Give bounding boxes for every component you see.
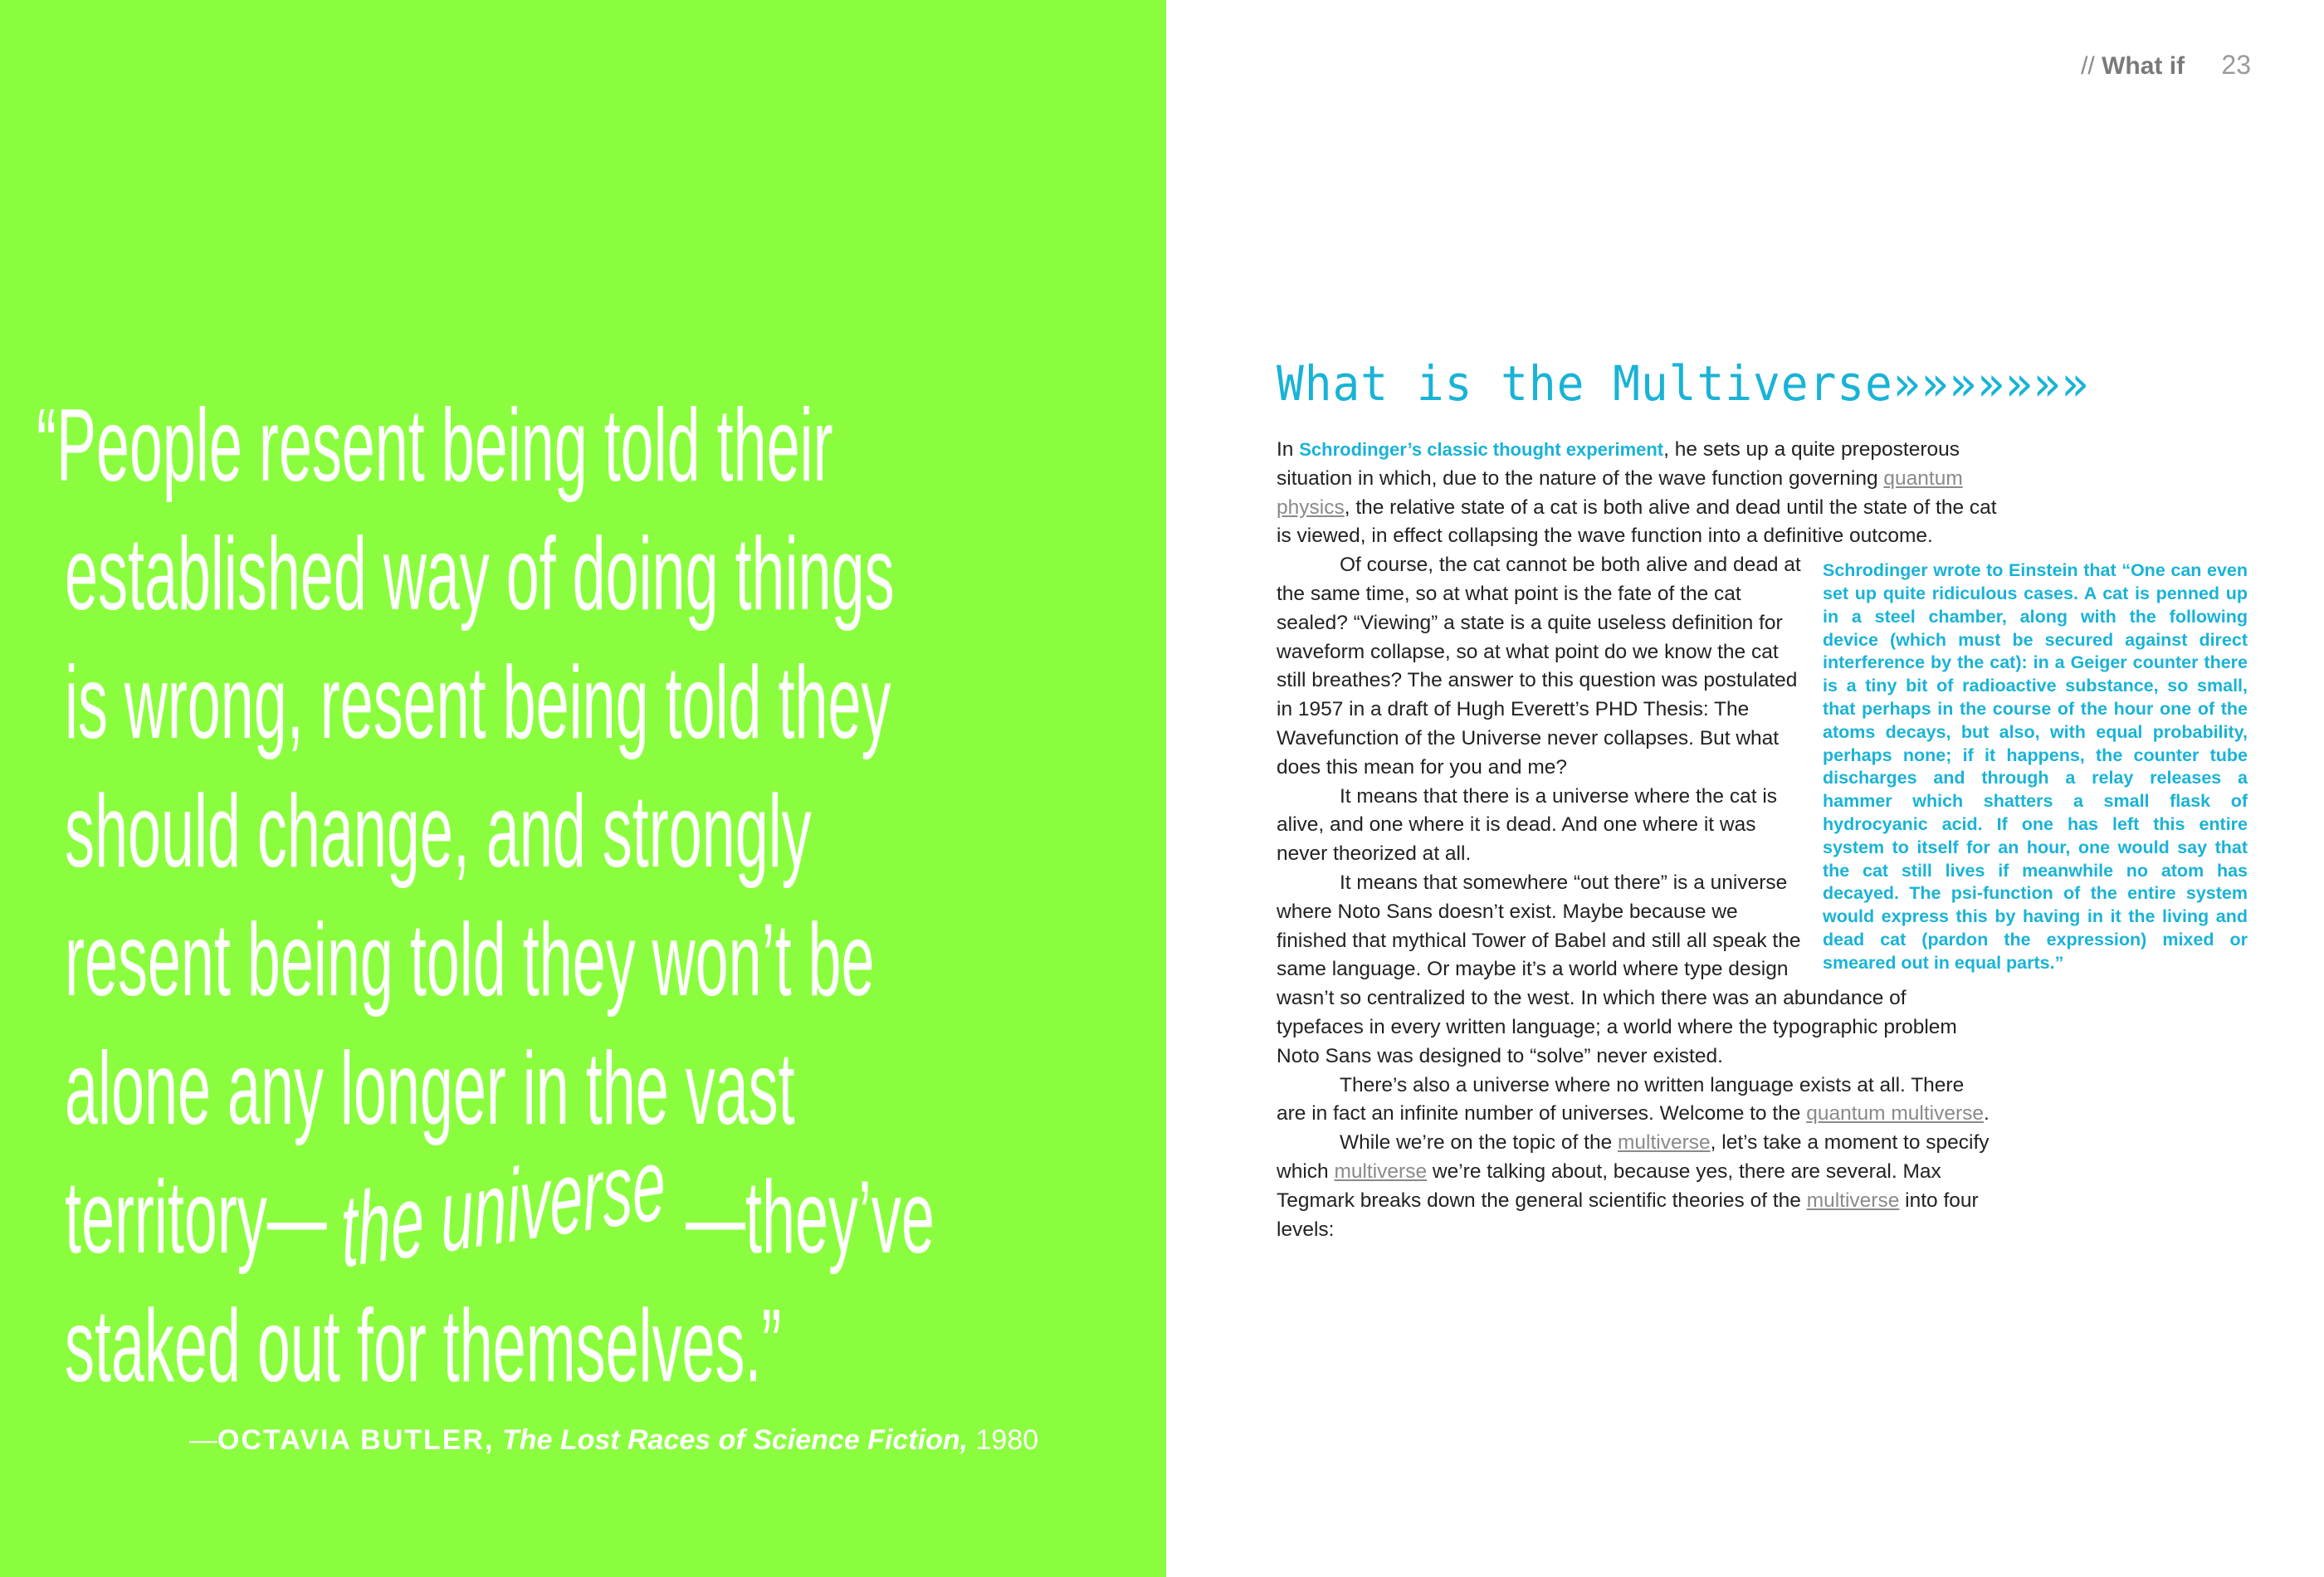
article-title: What is the Multiverse»»»»»»»	[1277, 355, 2090, 412]
quote-line: alone any longer in the vast	[65, 1032, 795, 1146]
paragraph	[1277, 1072, 1999, 1130]
header-slashes: //	[2081, 52, 2095, 80]
paragraph: It means that somewhere “out there” is a universe where Noto Sans doesn’t exist. Maybe because we finished that mythical Tower of Babel and still all speak the same language. Or maybe it’s a world where type design wasn’t so centralized to the west. In which there was an abundance of typefaces in every written language; a world where the typographic problem Noto Sans was designed to “solve” never existed.	[1277, 871, 1957, 1067]
text-run: .	[1984, 1102, 1990, 1125]
text-run: , the relative state of a cat is both alive and dead until the state of the cat is viewed, in effect collapsing the wave function into a definitive outcome.	[1277, 496, 1997, 548]
header-section-title: What if	[2102, 52, 2185, 80]
quote-text: —they’ve	[686, 1160, 935, 1275]
pull-quote	[37, 382, 1086, 1411]
link-multiverse[interactable]: multiverse	[1806, 1189, 1900, 1212]
paragraph	[1277, 436, 1999, 551]
quote-text: territory—	[65, 1160, 327, 1275]
text-run: While we’re on the topic of the	[1340, 1131, 1618, 1155]
page-number: 23	[2221, 50, 2251, 80]
quote-line: established way of doing things	[65, 517, 895, 632]
link-quantum-physics[interactable]: quantum physics	[1277, 466, 1963, 519]
attribution-dash: —	[189, 1424, 217, 1456]
running-header	[2081, 50, 2251, 81]
quote-line	[65, 1125, 935, 1290]
link-multiverse[interactable]: multiverse	[1618, 1131, 1711, 1155]
attribution-author: OCTAVIA BUTLER	[217, 1424, 486, 1456]
quote-line: is wrong, resent being told they	[65, 646, 891, 760]
attribution-comma: ,	[485, 1424, 495, 1456]
link-multiverse[interactable]: multiverse	[1334, 1160, 1428, 1183]
text-run: There’s also a universe where no written language exists at all. There are in fact an infinite number of universes. Welcome to the	[1277, 1073, 1965, 1125]
quote-line: resent being told they won’t be	[65, 903, 875, 1018]
quote-line: “People resent being told their	[37, 388, 833, 503]
paragraph	[1277, 1129, 1999, 1244]
text-run: we’re talking about, because yes, there are several. Max Tegmark breaks down the general scientific theories of the	[1277, 1160, 1941, 1212]
link-quantum-multiverse[interactable]: quantum multiverse	[1806, 1102, 1985, 1125]
sidebar-quote: Schrodinger wrote to Einstein that “One can even set up quite ridiculous cases. A cat is penned up in a steel chamber, along with the following device (which must be secured against direct interference by the cat): in a Geiger counter there is a tiny bit of radioactive substance, so small, that perhaps in the course of the hour one of the atoms decays, but also, with equal probability, perhaps none; if it happens, the counter tube discharges and through a relay releases a hammer which shatters a small flask of hydrocyanic acid. If one has left this entire system to itself for an hour, one would say that the cat still lives if meanwhile no atom has decayed. The psi-function of the entire system would express this by having in it the living and dead cat (pardon the expression) mixed or smeared out in equal parts.”	[1823, 560, 2248, 973]
text-run: , he sets up a quite preposterous situation in which, due to the nature of the wave function governing	[1277, 438, 1960, 490]
attribution-year: 1980	[968, 1424, 1039, 1456]
highlighted-phrase: Schrodinger’s classic thought experiment	[1299, 439, 1664, 460]
attribution-work: The Lost Races of Science Fiction,	[501, 1424, 969, 1456]
quote-attribution	[189, 1424, 1038, 1457]
quote-line: staked out for themselves.”	[65, 1289, 782, 1404]
quote-italic-word: the universe	[338, 1125, 668, 1290]
quote-line: should change, and strongly	[65, 774, 812, 889]
paragraph: Of course, the cat cannot be both alive and dead at the same time, so at what point is the fate of the cat sealed? “Viewing” a state is a quite useless definition for waveform collapse, so at what point do we know the cat still breathes? The answer to this question was postulated in 1957 in a draft of Hugh Everett’s PHD Thesis: The Wavefunction of the Universe never collapses. But what does this mean for you and me?	[1277, 554, 1801, 779]
text-run: into four levels:	[1277, 1189, 1979, 1241]
article-body	[1277, 436, 2248, 1244]
text-run: , let’s take a moment to specify which	[1277, 1131, 1990, 1183]
text-run: In	[1277, 438, 1300, 461]
paragraph: It means that there is a universe where the cat is alive, and one where it is dead. And one where it was never theorized at all.	[1277, 784, 1778, 866]
